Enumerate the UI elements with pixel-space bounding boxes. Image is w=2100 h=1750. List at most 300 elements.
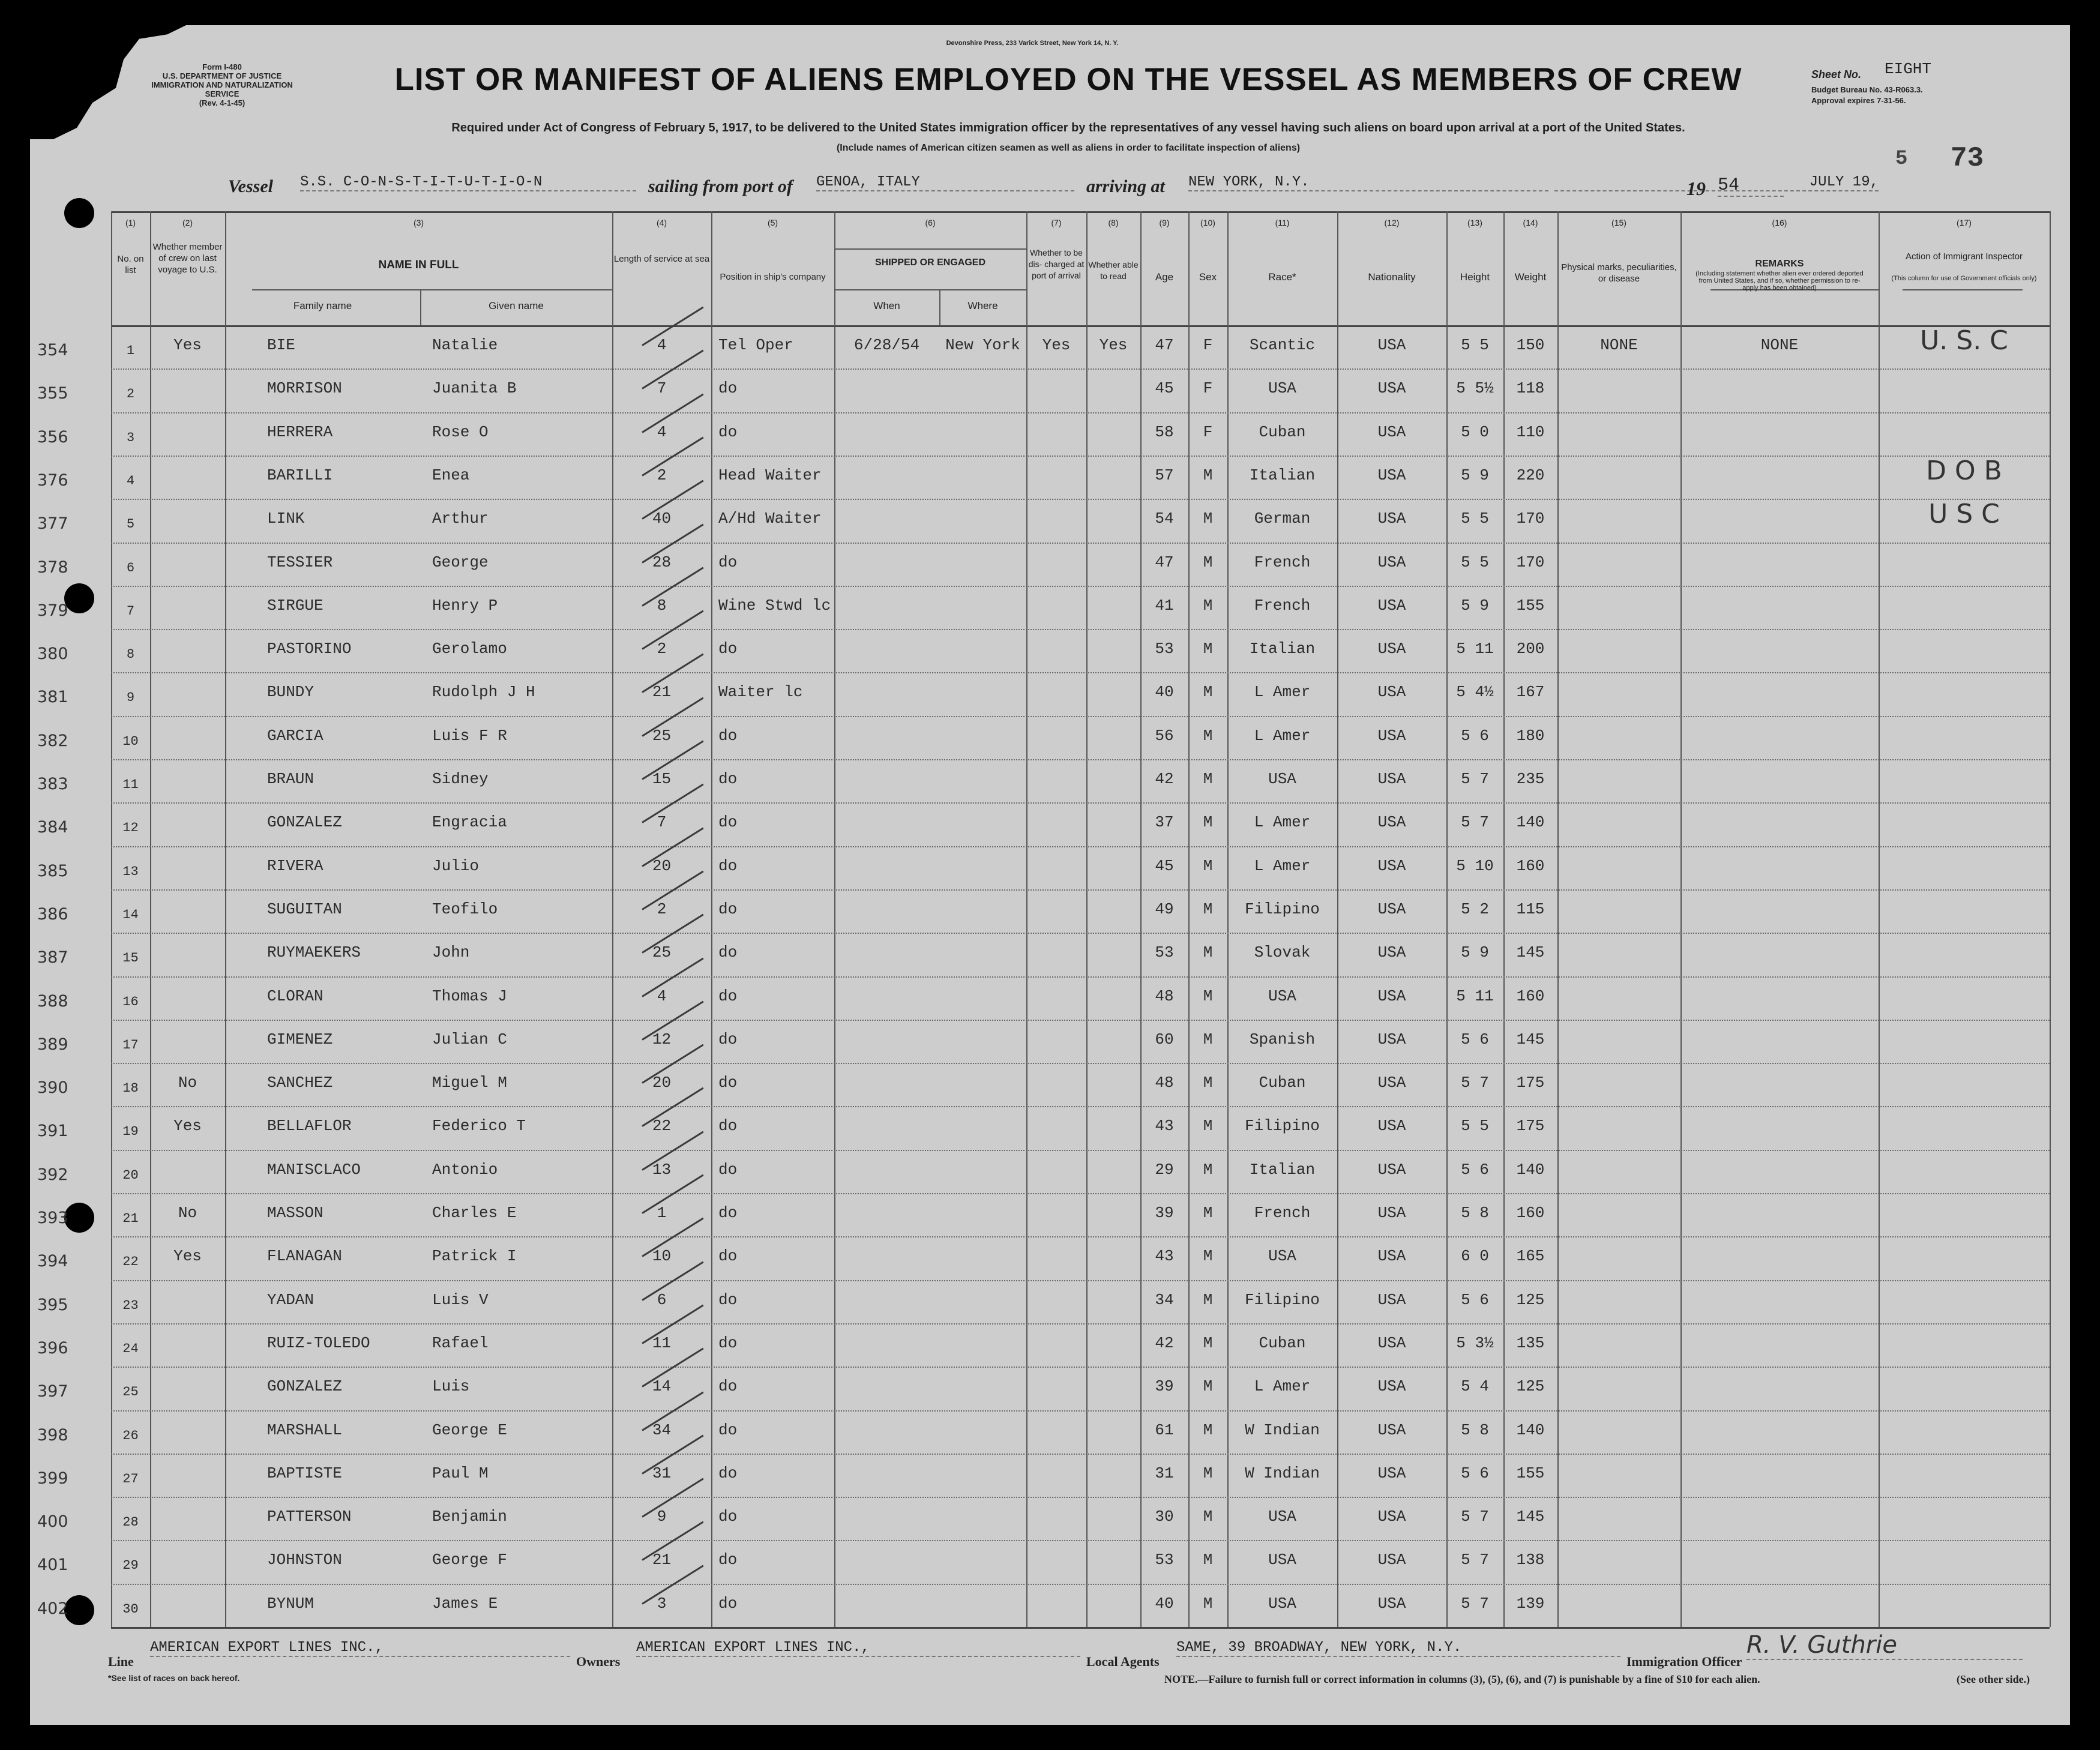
header-shipped-engaged: SHIPPED OR ENGAGED	[874, 257, 986, 268]
budget-line: Budget Bureau No. 43-R063.3.	[1811, 85, 1923, 94]
cell-age: 61	[1155, 1421, 1174, 1439]
line-label: Line	[108, 1654, 134, 1669]
cell-nationality: USA	[1377, 900, 1406, 918]
table-row	[30, 759, 2070, 802]
cell-sex: M	[1203, 726, 1213, 745]
cell-weight: 155	[1516, 596, 1545, 615]
cell-given: Juanita B	[432, 379, 517, 398]
cell-age: 53	[1155, 1551, 1174, 1569]
agents-label: Local Agents	[1086, 1654, 1160, 1669]
cell-read: Yes	[1099, 336, 1128, 354]
cell-family: SANCHEZ	[267, 1074, 333, 1092]
margin-number: 391	[37, 1122, 68, 1141]
cell-sex: M	[1203, 856, 1213, 875]
shipped-split-rule	[834, 248, 1026, 250]
cell-weight: 140	[1516, 1421, 1545, 1439]
cell-given: George F	[432, 1551, 507, 1569]
column-number: (14)	[1523, 218, 1538, 227]
cell-age: 58	[1155, 422, 1174, 441]
table-row	[30, 933, 2070, 976]
cell-weight: 160	[1516, 987, 1545, 1005]
cell-sex: M	[1203, 1508, 1213, 1526]
cell-weight: 125	[1516, 1377, 1545, 1396]
table-top-rule	[111, 211, 2050, 213]
margin-number: 399	[37, 1469, 68, 1488]
cell-height: 5 11	[1456, 640, 1494, 658]
sailing-port: GENOA, ITALY	[816, 174, 1074, 191]
cell-nationality: USA	[1377, 1594, 1406, 1613]
table-row	[30, 716, 2070, 759]
cell-age: 54	[1155, 510, 1174, 528]
cell-nationality: USA	[1377, 856, 1406, 875]
cell-height: 5 5	[1461, 1117, 1489, 1135]
header-physical-marks: Physical marks, peculiarities, or disease	[1561, 262, 1677, 284]
cell-no: 10	[122, 733, 139, 749]
column-number: (1)	[125, 218, 136, 227]
cell-nationality: USA	[1377, 596, 1406, 615]
cell-length: 12	[652, 1030, 672, 1048]
margin-number: 394	[37, 1252, 68, 1271]
cell-age: 34	[1155, 1290, 1174, 1309]
header-length-service: Length of service at sea	[613, 254, 710, 264]
cell-nationality: USA	[1377, 1074, 1406, 1092]
cell-age: 40	[1155, 1594, 1174, 1613]
column-number: (5)	[767, 218, 778, 227]
table-row	[30, 1236, 2070, 1279]
header-sex: Sex	[1199, 271, 1217, 283]
cell-height: 5 10	[1456, 856, 1494, 875]
cell-position: do	[718, 640, 738, 658]
cell-given: Charles E	[432, 1204, 517, 1222]
margin-number: 376	[37, 471, 68, 490]
margin-number: 402	[37, 1599, 68, 1618]
owners-value: AMERICAN EXPORT LINES INC.,	[636, 1640, 1080, 1657]
cell-race: L Amer	[1254, 683, 1311, 702]
cell-length: 1	[657, 1204, 667, 1222]
cell-weight: 138	[1516, 1551, 1545, 1569]
name-split-rule	[252, 289, 612, 290]
officer-signature: R. V. Guthrie	[1746, 1631, 2023, 1660]
margin-number: 395	[37, 1295, 68, 1314]
cell-weight: 118	[1516, 379, 1545, 398]
cell-no: 17	[122, 1037, 139, 1053]
cell-position: do	[718, 553, 738, 571]
cell-nationality: USA	[1377, 466, 1406, 484]
cell-weight: 150	[1516, 336, 1545, 354]
cell-weight: 220	[1516, 466, 1545, 484]
margin-number: 397	[37, 1382, 68, 1401]
cell-family: GONZALEZ	[267, 813, 342, 832]
header-when: When	[873, 300, 900, 311]
cell-no: 5	[126, 517, 135, 532]
table-row	[30, 889, 2070, 933]
see-other-side: (See other side.)	[1957, 1673, 2030, 1685]
cell-discharged: Yes	[1042, 336, 1071, 354]
cell-length: 11	[652, 1334, 672, 1352]
cell-sex: M	[1203, 1334, 1213, 1352]
cell-given: Rose O	[432, 422, 489, 441]
cell-position: do	[718, 1334, 738, 1352]
cell-physical: NONE	[1600, 336, 1638, 354]
cell-length: 14	[652, 1377, 672, 1396]
cell-height: 5 7	[1461, 1594, 1489, 1613]
cell-sex: F	[1203, 336, 1213, 354]
cell-position: do	[718, 943, 738, 962]
cell-family: FLANAGAN	[267, 1247, 342, 1266]
cell-given: George	[432, 553, 489, 571]
cell-family: BARILLI	[267, 466, 333, 484]
arriving-port: NEW YORK, N.Y.	[1188, 174, 1548, 191]
table-row	[30, 629, 2070, 672]
cell-age: 43	[1155, 1247, 1174, 1266]
cell-given: George E	[432, 1421, 507, 1439]
cell-weight: 167	[1516, 683, 1545, 702]
cell-race: Filipino	[1245, 1290, 1320, 1309]
cell-position: do	[718, 770, 738, 788]
cell-no: 27	[122, 1471, 139, 1487]
vessel-name: S.S. C-O-N-S-T-I-T-U-T-I-O-N	[300, 174, 636, 191]
cell-height: 5 7	[1461, 1551, 1489, 1569]
cell-age: 42	[1155, 1334, 1174, 1352]
cell-no: 8	[126, 647, 135, 663]
cell-nationality: USA	[1377, 1377, 1406, 1396]
header-given-name: Given name	[489, 300, 544, 311]
margin-number: 379	[37, 601, 68, 620]
cell-height: 5 6	[1461, 726, 1489, 745]
cell-length: 31	[652, 1464, 672, 1482]
cell-race: Cuban	[1259, 1074, 1306, 1092]
cell-weight: 235	[1516, 770, 1545, 788]
column-number: (12)	[1384, 218, 1400, 227]
cell-no: 23	[122, 1297, 139, 1313]
cell-race: USA	[1268, 770, 1296, 788]
margin-number: 377	[37, 514, 68, 534]
table-row	[30, 1540, 2070, 1583]
stamp-number: 73	[1951, 143, 1984, 174]
cell-nationality: USA	[1377, 553, 1406, 571]
cell-given: Antonio	[432, 1160, 498, 1179]
cell-action: U. S. C	[1920, 325, 2008, 356]
cell-no: 26	[122, 1428, 139, 1443]
cell-sex: M	[1203, 1247, 1213, 1266]
cell-given: Julian C	[432, 1030, 507, 1048]
form-subtitle: Required under Act of Congress of February 5, 1917, to be delivered to the United States immigration officer by the representatives of any vessel having such aliens on board upon arrival at a port of the United States.	[451, 121, 1685, 134]
header-name-in-full: NAME IN FULL	[378, 259, 459, 271]
cell-sex: M	[1203, 1421, 1213, 1439]
cell-family: MASSON	[267, 1204, 323, 1222]
cell-family: YADAN	[267, 1290, 314, 1309]
cell-family: BRAUN	[267, 770, 314, 788]
table-row	[30, 543, 2070, 586]
cell-given: Luis F R	[432, 726, 507, 745]
cell-height: 5 8	[1461, 1204, 1489, 1222]
cell-no: 22	[122, 1254, 139, 1270]
margin-number: 382	[37, 731, 68, 750]
sheet-no-value: EIGHT	[1885, 60, 1932, 78]
cell-age: 37	[1155, 813, 1174, 832]
cell-family: TESSIER	[267, 553, 333, 571]
cell-height: 5 7	[1461, 770, 1489, 788]
table-row	[30, 586, 2070, 629]
cell-height: 5 9	[1461, 596, 1489, 615]
cell-height: 5 9	[1461, 466, 1489, 484]
cell-family: BUNDY	[267, 683, 314, 702]
cell-position: Tel Oper	[718, 336, 793, 354]
cell-height: 5 2	[1461, 900, 1489, 918]
cell-height: 5 9	[1461, 943, 1489, 962]
cell-age: 60	[1155, 1030, 1174, 1048]
printer-line: Devonshire Press, 233 Varick Street, New York 14, N. Y.	[946, 40, 1119, 47]
cell-height: 6 0	[1461, 1247, 1489, 1266]
table-row	[30, 1367, 2070, 1410]
cell-no: 3	[126, 430, 135, 445]
cell-position: do	[718, 1117, 738, 1135]
cell-nationality: USA	[1377, 683, 1406, 702]
cell-family: PATTERSON	[267, 1508, 352, 1526]
header-able-to-read: Whether able to read	[1088, 260, 1139, 281]
cell-position: do	[718, 1030, 738, 1048]
action-rule	[1903, 289, 2023, 290]
form-id-line-3: IMMIGRATION AND NATURALIZATION SERVICE	[151, 80, 293, 98]
penalty-note: NOTE.—Failure to furnish full or correct information in columns (3), (5), (6), and (7) is punishable by a fine of $10 for each alien.	[1164, 1673, 1760, 1685]
cell-race: L Amer	[1254, 856, 1311, 875]
cell-age: 53	[1155, 640, 1174, 658]
header-height: Height	[1460, 271, 1490, 283]
cell-height: 5 0	[1461, 422, 1489, 441]
cell-sex: M	[1203, 1160, 1213, 1179]
margin-number: 392	[37, 1165, 68, 1184]
cell-given: Thomas J	[432, 987, 507, 1005]
cell-no: 13	[122, 864, 139, 879]
cell-nationality: USA	[1377, 336, 1406, 354]
cell-given: Luis V	[432, 1290, 489, 1309]
cell-position: do	[718, 1204, 738, 1222]
cell-nationality: USA	[1377, 1160, 1406, 1179]
cell-family: BYNUM	[267, 1594, 314, 1613]
cell-weight: 175	[1516, 1074, 1545, 1092]
cell-position: do	[718, 1421, 738, 1439]
cell-length: 15	[652, 770, 672, 788]
margin-number: 385	[37, 861, 68, 880]
table-row	[30, 325, 2070, 368]
cell-no: 6	[126, 560, 135, 576]
cell-age: 39	[1155, 1377, 1174, 1396]
cell-remarks: NONE	[1760, 336, 1799, 354]
cell-no: 7	[126, 603, 135, 619]
cell-sex: M	[1203, 596, 1213, 615]
cell-position: do	[718, 1464, 738, 1482]
footer	[108, 1631, 2053, 1712]
cell-family: GIMENEZ	[267, 1030, 333, 1048]
sailing-label: sailing from port of	[648, 176, 793, 196]
cell-weight: 145	[1516, 943, 1545, 962]
cell-no: 28	[122, 1515, 139, 1530]
header-race: Race*	[1268, 271, 1296, 283]
races-note: *See list of races on back hereof.	[108, 1673, 240, 1683]
approval-line: Approval expires 7-31-56.	[1811, 96, 1906, 105]
cell-sex: M	[1203, 510, 1213, 528]
cell-no: 15	[122, 951, 139, 966]
cell-height: 5 7	[1461, 813, 1489, 832]
cell-race: French	[1254, 596, 1311, 615]
cell-height: 5 4½	[1456, 683, 1494, 702]
cell-age: 45	[1155, 379, 1174, 398]
cell-position: Wine Stwd lc	[718, 596, 831, 615]
cell-age: 43	[1155, 1117, 1174, 1135]
cell-no: 18	[122, 1081, 139, 1096]
column-number: (16)	[1772, 218, 1787, 227]
cell-weight: 110	[1516, 422, 1545, 441]
table-row	[30, 412, 2070, 456]
cell-given: Rafael	[432, 1334, 489, 1352]
cell-sex: F	[1203, 422, 1213, 441]
cell-length: 9	[657, 1508, 667, 1526]
cell-length: 7	[657, 813, 667, 832]
cell-length: 6	[657, 1290, 667, 1309]
cell-given: Natalie	[432, 336, 498, 354]
form-id-line-4: (Rev. 4-1-45)	[199, 98, 245, 107]
cell-nationality: USA	[1377, 770, 1406, 788]
cell-race: French	[1254, 1204, 1311, 1222]
cell-weight: 139	[1516, 1594, 1545, 1613]
cell-given: Federico T	[432, 1117, 526, 1135]
cell-given: Julio	[432, 856, 480, 875]
cell-no: 25	[122, 1385, 139, 1400]
sheet-no-label: Sheet No.	[1811, 68, 1862, 80]
cell-sex: M	[1203, 1551, 1213, 1569]
cell-given: Sidney	[432, 770, 489, 788]
margin-number: 354	[37, 341, 68, 359]
cell-nationality: USA	[1377, 1551, 1406, 1569]
cell-member: No	[178, 1074, 197, 1092]
table-row	[30, 1584, 2070, 1627]
cell-race: L Amer	[1254, 726, 1311, 745]
table-row	[30, 368, 2070, 412]
cell-family: GARCIA	[267, 726, 323, 745]
cell-height: 5 5	[1461, 510, 1489, 528]
arriving-label: arriving at	[1086, 176, 1165, 196]
cell-sex: M	[1203, 770, 1213, 788]
column-number: (10)	[1200, 218, 1215, 227]
stamp-mark: 5	[1895, 148, 1908, 170]
cell-age: 56	[1155, 726, 1174, 745]
cell-member: No	[178, 1204, 197, 1222]
cell-race: USA	[1268, 987, 1296, 1005]
cell-nationality: USA	[1377, 1030, 1406, 1048]
cell-length: 40	[652, 510, 672, 528]
header-no-on-list: No. on list	[117, 254, 144, 275]
cell-member: Yes	[173, 336, 202, 354]
cell-length: 7	[657, 379, 667, 398]
cell-age: 39	[1155, 1204, 1174, 1222]
table-row	[30, 1106, 2070, 1149]
cell-given: Luis	[432, 1377, 470, 1396]
cell-weight: 160	[1516, 1204, 1545, 1222]
cell-age: 45	[1155, 856, 1174, 875]
cell-no: 19	[122, 1124, 139, 1140]
cell-race: Cuban	[1259, 1334, 1306, 1352]
cell-position: do	[718, 1074, 738, 1092]
column-number: (8)	[1108, 218, 1119, 227]
margin-number: 390	[37, 1078, 68, 1098]
cell-action: D O B	[1926, 455, 2002, 486]
cell-age: 53	[1155, 943, 1174, 962]
cell-when: 6/28/54	[853, 336, 920, 354]
cell-race: W Indian	[1245, 1421, 1320, 1439]
table-row	[30, 1063, 2070, 1106]
cell-length: 22	[652, 1117, 672, 1135]
officer-label: Immigration Officer	[1626, 1654, 1742, 1669]
cell-no: 1	[126, 343, 135, 358]
cell-length: 21	[652, 683, 672, 702]
cell-sex: M	[1203, 1204, 1213, 1222]
cell-age: 47	[1155, 336, 1174, 354]
cell-position: do	[718, 1160, 738, 1179]
cell-no: 16	[122, 994, 139, 1009]
cell-nationality: USA	[1377, 1464, 1406, 1482]
cell-nationality: USA	[1377, 1117, 1406, 1135]
cell-sex: F	[1203, 379, 1213, 398]
margin-number: 400	[37, 1512, 68, 1532]
cell-height: 5 11	[1456, 987, 1494, 1005]
cell-race: German	[1254, 510, 1311, 528]
cell-position: do	[718, 1551, 738, 1569]
cell-length: 8	[657, 596, 667, 615]
cell-height: 5 4	[1461, 1377, 1489, 1396]
cell-family: LINK	[267, 510, 305, 528]
header-nationality: Nationality	[1368, 271, 1416, 283]
cell-position: do	[718, 379, 738, 398]
cell-no: 9	[126, 690, 135, 706]
cell-nationality: USA	[1377, 987, 1406, 1005]
table-row	[30, 1150, 2070, 1193]
cell-no: 29	[122, 1558, 139, 1574]
table-row	[30, 846, 2070, 889]
cell-race: Italian	[1249, 466, 1316, 484]
vessel-label: Vessel	[228, 176, 273, 196]
arrival-date: JULY 19,	[1554, 174, 1879, 191]
line-value: AMERICAN EXPORT LINES INC.,	[150, 1640, 570, 1657]
cell-length: 20	[652, 1074, 672, 1092]
header-discharged: Whether to be dis- charged at port of arrival	[1028, 248, 1085, 280]
column-number: (6)	[925, 218, 936, 227]
cell-family: GONZALEZ	[267, 1377, 342, 1396]
cell-age: 31	[1155, 1464, 1174, 1482]
cell-nationality: USA	[1377, 726, 1406, 745]
cell-position: do	[718, 1508, 738, 1526]
cell-age: 42	[1155, 770, 1174, 788]
cell-family: JOHNSTON	[267, 1551, 342, 1569]
cell-length: 20	[652, 856, 672, 875]
cell-no: 30	[122, 1601, 139, 1617]
cell-family: PASTORINO	[267, 640, 352, 658]
cell-position: do	[718, 422, 738, 441]
cell-nationality: USA	[1377, 1247, 1406, 1266]
margin-number: 381	[37, 688, 68, 707]
header-family-name: Family name	[293, 300, 352, 311]
cell-sex: M	[1203, 1290, 1213, 1309]
cell-nationality: USA	[1377, 640, 1406, 658]
cell-sex: M	[1203, 1594, 1213, 1613]
cell-weight: 180	[1516, 726, 1545, 745]
cell-nationality: USA	[1377, 422, 1406, 441]
cell-length: 13	[652, 1160, 672, 1179]
cell-family: HERRERA	[267, 422, 333, 441]
cell-weight: 155	[1516, 1464, 1545, 1482]
cell-no: 12	[122, 820, 139, 836]
cell-age: 49	[1155, 900, 1174, 918]
cell-nationality: USA	[1377, 1334, 1406, 1352]
